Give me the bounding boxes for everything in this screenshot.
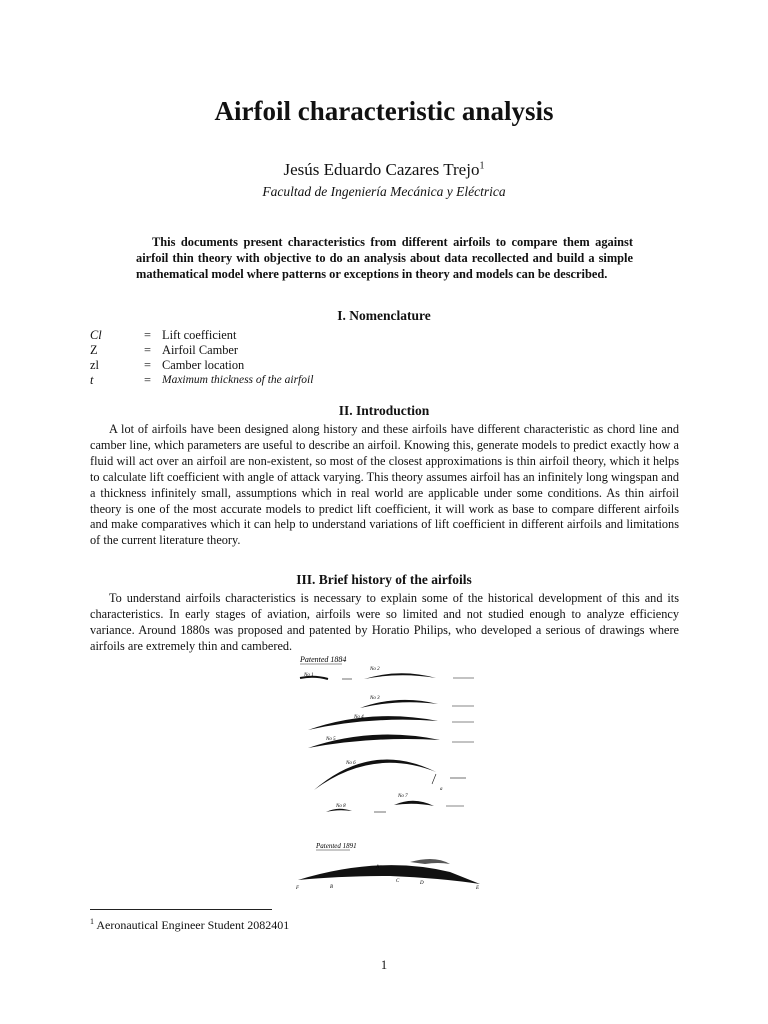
airfoil-label: No 3 [370,696,380,701]
nomenclature-equals: = [144,328,151,342]
introduction-paragraph: A lot of airfoils have been designed along history and these airfoils have different characteristic as chord line and camber line, which parameters are useful to describe an airfoil. Knowing this, generate models to predict exactly how a fluid will act over an airfoil are non-existent, so most of the closest approximations is thin airfoil theory, which it helps to calculate lift coefficient with angle of attack varying. This theory assumes airfoil has an infinitely long wingspan and a thickness infinitely small, assumptions which in real world are applicable under some conditions. As thin airfoil theory is one of the most accurate models to predict lift coefficient, it will work as base to compare different airfoils and make comparatives which it can help to understand variations of lift coefficient in different airfoils and limitations of the current literature theory. [90,422,679,548]
airfoil-label: A [376,865,380,870]
airfoil-no2 [364,667,474,679]
airfoil-label: No 8 [336,804,346,809]
airfoil-label: D [420,881,424,886]
nomenclature-symbol: Cl [90,328,102,342]
figure-caption-bottom: Patented 1891 [316,842,357,850]
nomenclature-definition: Maximum thickness of the airfoil [162,374,314,386]
airfoil-no8 [326,804,386,812]
nomenclature-definition: Camber location [162,358,245,372]
author-footnote-mark: 1 [479,160,485,172]
nomenclature-definition: Airfoil Camber [162,343,239,357]
airfoil-no3 [360,696,474,708]
nomenclature-symbol: t [90,373,94,387]
nomenclature-equals: = [144,343,151,357]
nomenclature-symbol: Z [90,343,98,357]
airfoil-label: No 1 [304,673,314,678]
author-line [0,160,768,180]
airfoil-no1 [300,673,352,679]
nomenclature-symbol: zl [90,358,99,372]
abstract: This documents present characteristics from different airfoils to compare them against airfoil thin theory with objective to do an analysis about data recollected and build a simple mathematical model where patterns or exceptions in theory and models can be described. [136,235,633,281]
nomenclature-equals: = [144,358,151,372]
airfoil-label: C [396,879,400,884]
footnote-text: Aeronautical Engineer Student 2082401 [96,918,290,932]
airfoil-label: No 7 [398,794,408,799]
nomenclature-equals: = [144,373,151,387]
airfoil-no7 [394,794,464,806]
airfoil-no6 [314,760,466,792]
airfoil-label: No 4 [354,715,364,720]
affiliation: Facultad de Ingeniería Mecánica y Eléctrica [262,184,506,199]
airfoil-no5 [308,735,474,748]
airfoil-label: No 5 [326,737,336,742]
airfoil-label: E [476,886,480,891]
page-number: 1 [380,958,388,972]
airfoil-label: No 6 [346,761,356,766]
footnote [90,917,289,933]
airfoil-label: F [296,886,300,891]
airfoil-label: a [440,787,443,792]
nomenclature-heading: I. Nomenclature [337,308,431,323]
history-paragraph: To understand airfoils characteristics is necessary to explain some of the historical development of this and its characteristics. In early stages of aviation, airfoils were so limited and not studied enough to analyze efficiency variance. Around 1880s was proposed and patented by Horatio Philips, who developed a serious of drawings where airfoils are extremely thin and cambered. [90,591,679,653]
airfoil-label: B [330,885,334,890]
airfoil-1891 [295,859,480,891]
footnote-mark: 1 [90,917,94,926]
airfoil-label: No 2 [370,667,380,672]
history-heading: III. Brief history of the airfoils [296,572,472,587]
paper-title: Airfoil characteristic analysis [214,96,554,126]
footnote-rule [90,909,272,910]
nomenclature-definition: Lift coefficient [162,328,237,342]
airfoil-drawings-figure [290,650,490,895]
introduction-heading: II. Introduction [338,403,430,418]
airfoil-no4 [308,715,474,730]
author-name: Jesús Eduardo Cazares Trejo [283,160,480,179]
figure-caption-top: Patented 1884 [300,655,347,664]
